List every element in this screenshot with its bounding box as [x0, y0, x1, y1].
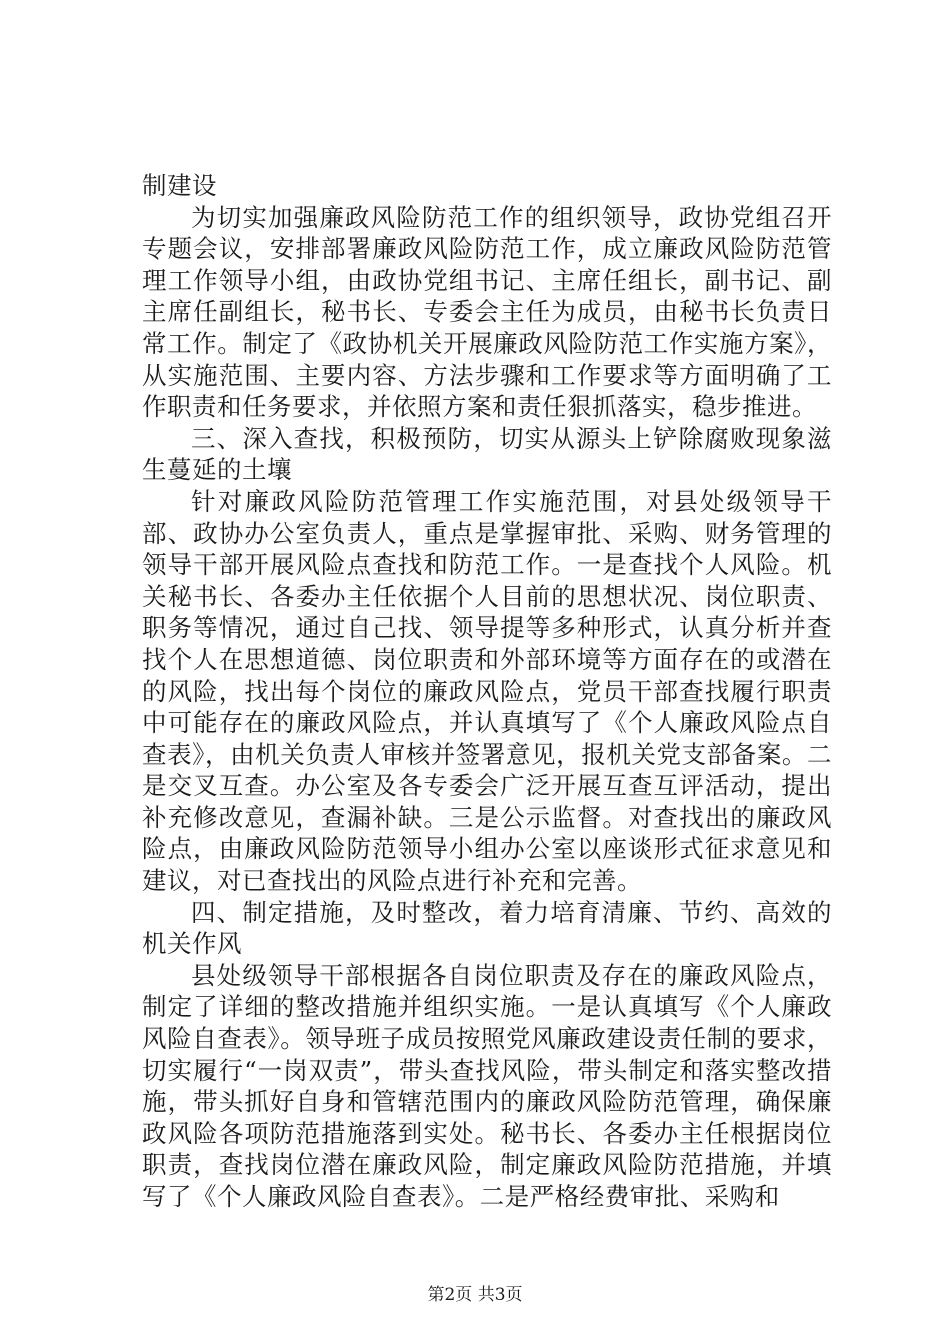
paragraph-2: 为切实加强廉政风险防范工作的组织领导，政协党组召开专题会议，安排部署廉政风险防范工作，成立廉政风险防范管理工作领导小组，由政协党组书记、主席任组长，副书记、副主席任副组长，秘书长、专委会主任为成员，由秘书长负责日常工作。制定了《政协机关开展廉政风险防范工作实施方案》，从实施范围、主要内容、方法步骤和工作要求等方面明确了工作职责和任务要求，并依照方案和责任狠抓落实，稳步推进。 [142, 202, 832, 422]
paragraph-4: 针对廉政风险防范管理工作实施范围，对县处级领导干部、政协办公室负责人，重点是掌握审批、采购、财务管理的领导干部开展风险点查找和防范工作。一是查找个人风险。机关秘书长、各委办主任依据个人目前的思想状况、岗位职责、职务等情况，通过自己找、领导提等多种形式，认真分析并查找个人在思想道德、岗位职责和外部环境等方面存在的或潜在的风险，找出每个岗位的廉政风险点，党员干部查找履行职责中可能存在的廉政风险点，并认真填写了《个人廉政风险点自查表》，由机关负责人审核并签署意见，报机关党支部备案。二是交叉互查。办公室及各专委会广泛开展互查互评活动，提出补充修改意见，查漏补缺。三是公示监督。对查找出的廉政风险点，由廉政风险防范领导小组办公室以座谈形式征求意见和建议，对已查找出的风险点进行补充和完善。 [142, 486, 832, 896]
page-footer: 第2页 共3页 [427, 1285, 523, 1305]
section-heading-4: 四、制定措施，及时整改，着力培育清廉、节约、高效的机关作风 [142, 897, 832, 959]
paragraph-1: 制建设 [142, 171, 217, 200]
section-heading-3: 三、深入查找，积极预防，切实从源头上铲除腐败现象滋生蔓延的土壤 [142, 423, 832, 485]
paragraph-6: 县处级领导干部根据各自岗位职责及存在的廉政风险点，制定了详细的整改措施并组织实施。一是认真填写《个人廉政风险自查表》。领导班子成员按照党风廉政建设责任制的要求，切实履行“一岗双责”，带头查找风险，带头制定和落实整改措施，带头抓好自身和管辖范围内的廉政风险防范管理，确保廉政风险各项防范措施落到实处。秘书长、各委办主任根据岗位职责，查找岗位潜在廉政风险，制定廉政风险防范措施，并填写了《个人廉政风险自查表》。二是严格经费审批、采购和 [142, 960, 832, 1211]
document-body [142, 170, 832, 1213]
